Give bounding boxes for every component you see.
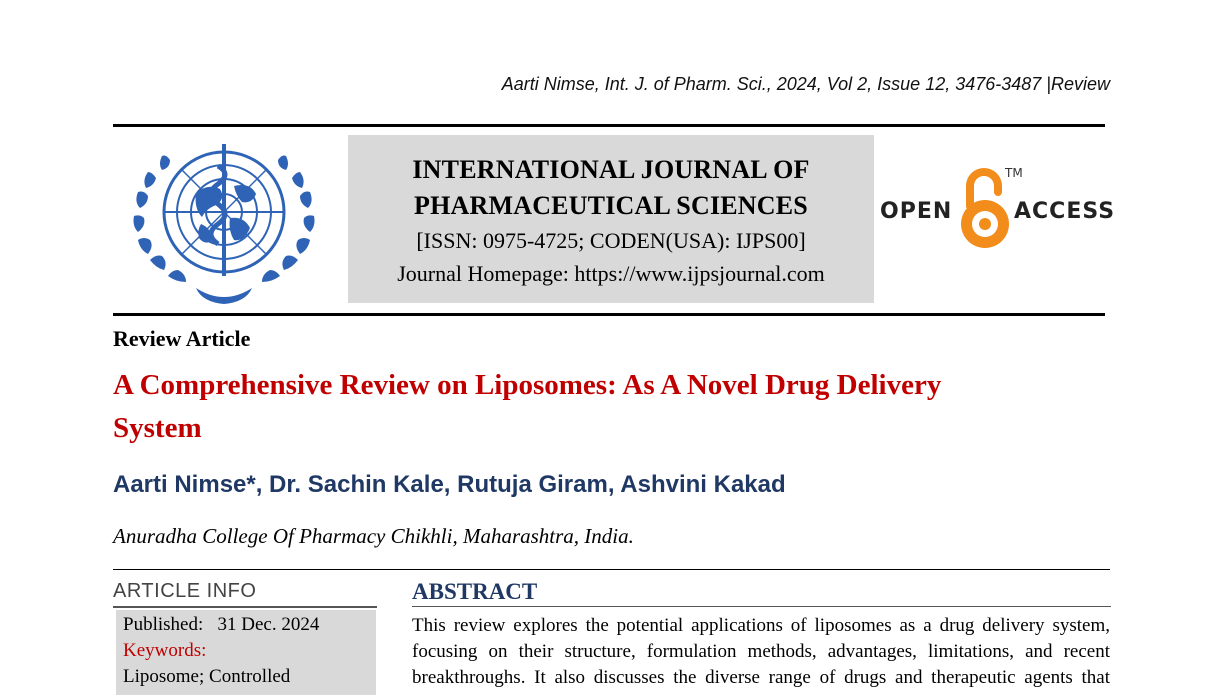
header-rule-bottom	[113, 313, 1105, 316]
journal-name-line1: INTERNATIONAL JOURNAL OF	[412, 155, 810, 184]
article-info-heading: ARTICLE INFO	[113, 580, 257, 602]
open-access-logo	[880, 166, 1116, 252]
article-title-line1: A Comprehensive Review on Liposomes: As A Novel Drug Delivery	[113, 369, 942, 401]
affiliation: Anuradha College Of Pharmacy Chikhli, Maharashtra, India.	[113, 524, 634, 548]
open-access-open-text: OPEN	[880, 199, 953, 224]
article-info-box	[116, 610, 376, 695]
running-header: Aarti Nimse, Int. J. of Pharm. Sci., 2024, Vol 2, Issue 12, 3476-3487 |Review	[501, 74, 1110, 94]
abstract-rule	[412, 606, 1111, 607]
author-list: Aarti Nimse*, Dr. Sachin Kale, Rutuja Giram, Ashvini Kakad	[113, 471, 786, 498]
journal-title-box	[348, 135, 874, 303]
published-date: Published: 31 Dec. 2024	[123, 614, 320, 635]
who-emblem-logo	[126, 138, 324, 308]
trademark-mark: TM	[1005, 166, 1023, 180]
abstract-line: focusing on their structure, formulation methods, advantages, limitations, and recent	[412, 641, 1110, 662]
article-title-line2: System	[113, 412, 202, 444]
abstract-line: breakthroughs. It also discusses the diverse range of drugs and therapeutic agents that	[412, 667, 1110, 688]
header-rule-top	[113, 124, 1105, 127]
abstract-line: This review explores the potential applications of liposomes as a drug delivery system,	[412, 615, 1110, 636]
open-access-access-text: ACCESS	[1014, 199, 1116, 224]
journal-issn: [ISSN: 0975-4725; CODEN(USA): IJPS00]	[416, 228, 806, 253]
abstract-text	[412, 613, 1110, 691]
keywords-list: Liposome; Controlled	[123, 666, 291, 687]
article-type: Review Article	[113, 326, 251, 351]
journal-homepage: Journal Homepage: https://www.ijpsjournal.com	[397, 261, 825, 286]
journal-name-line2: PHARMACEUTICAL SCIENCES	[414, 191, 808, 220]
keywords-label: Keywords:	[123, 640, 207, 661]
article-info-rule	[113, 606, 377, 608]
abstract-heading: ABSTRACT	[412, 579, 538, 604]
article-title	[113, 364, 1073, 450]
section-divider	[113, 569, 1110, 570]
